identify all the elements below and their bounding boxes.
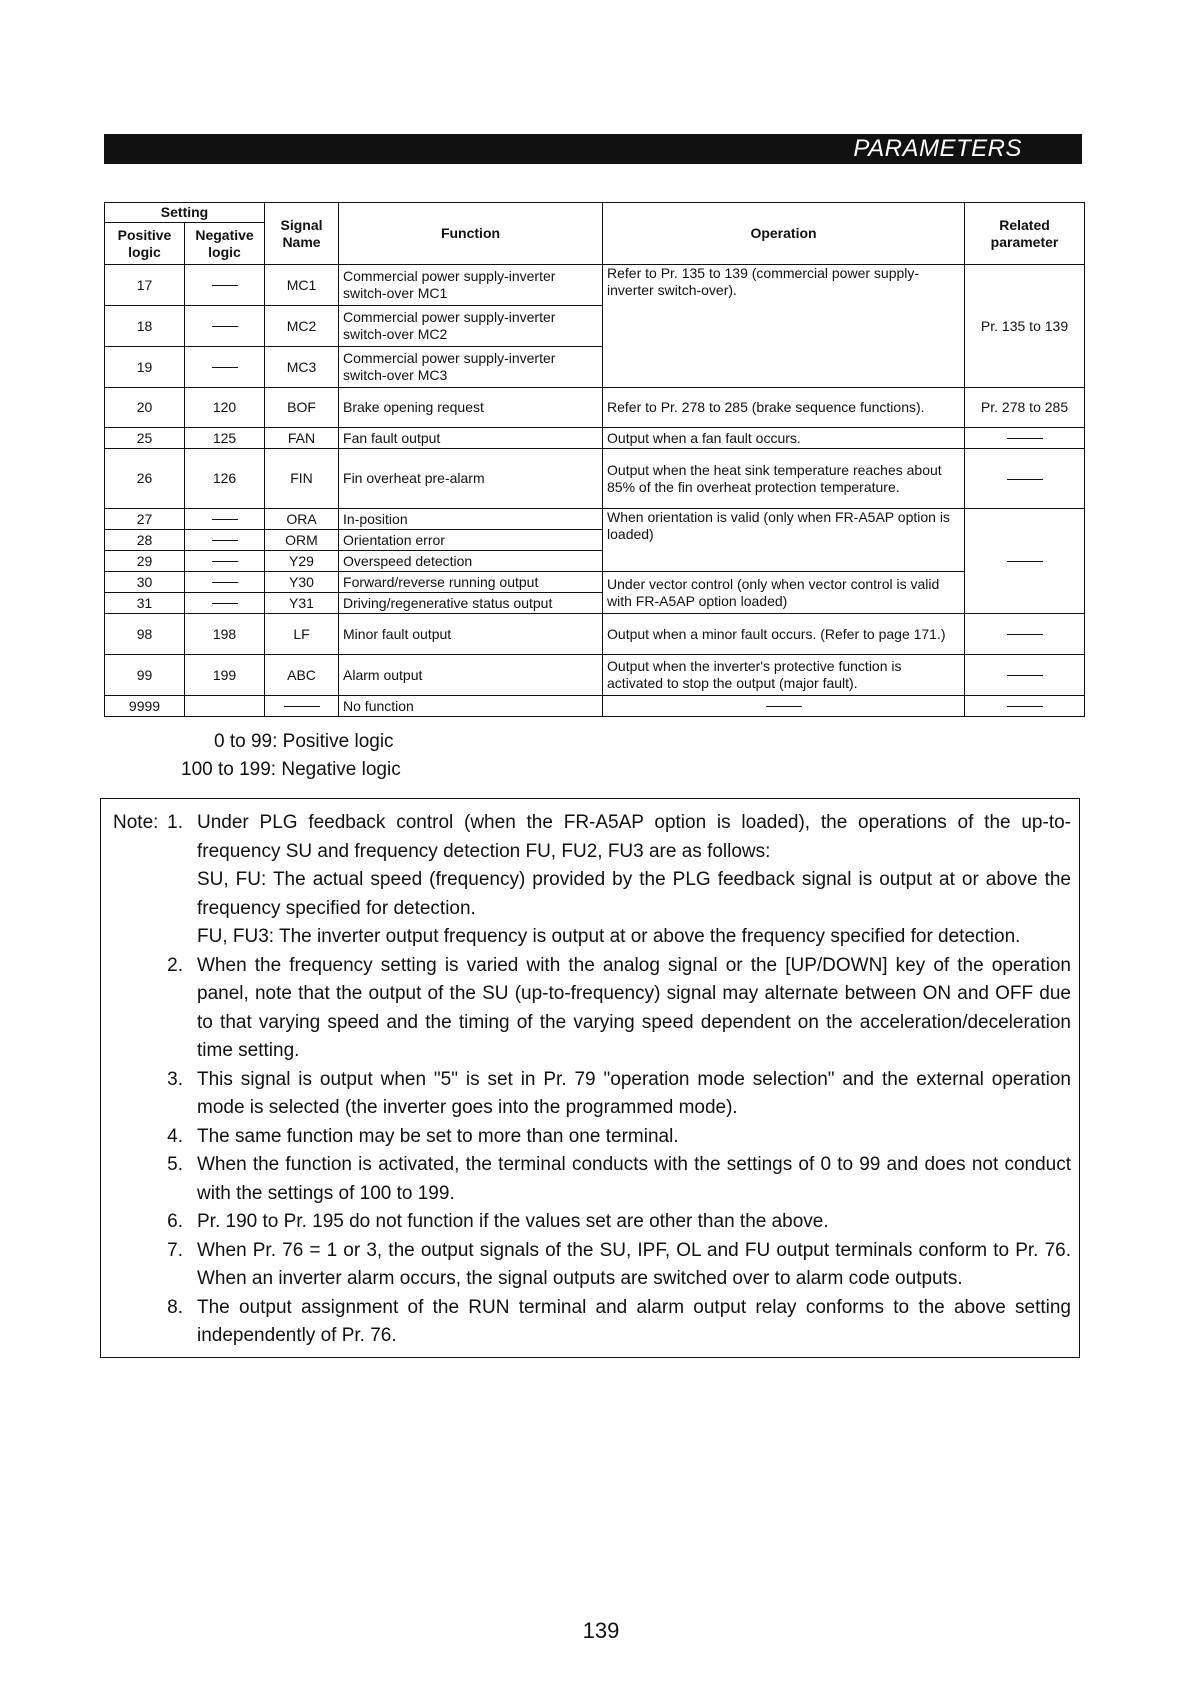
related-parameter-cell: [965, 655, 1085, 696]
signal-name-cell: ORA: [265, 509, 339, 530]
table-row: [105, 509, 1085, 530]
table-row: [105, 696, 1085, 717]
operation-cell: Refer to Pr. 278 to 285 (brake sequence functions).: [603, 388, 965, 428]
note-text: FU, FU3: The inverter output frequency is output at or above the frequency specified for detection.: [197, 926, 1021, 947]
related-parameter-cell: [965, 509, 1085, 614]
signal-name-cell: MC1: [265, 265, 339, 306]
table-row: [105, 655, 1085, 696]
signal-name-cell: FIN: [265, 449, 339, 509]
header-setting: Setting: [105, 203, 265, 223]
notes-box: [100, 798, 1080, 1358]
negative-logic-cell: 126: [185, 449, 265, 509]
note-text: When the function is activated, the terminal conducts with the settings of 0 to 99 and does not conduct with the settings of 100 to 199.: [197, 1154, 1071, 1204]
header-operation: Operation: [603, 203, 965, 265]
negative-logic-cell: [185, 509, 265, 530]
negative-logic-cell: [185, 306, 265, 347]
note-text: Under PLG feedback control (when the FR-A5AP option is loaded), the operations of the up-to-frequency SU and frequency detection FU, FU2, FU3 are as follows:: [197, 812, 1071, 862]
note-item: [101, 809, 1079, 952]
section-title: PARAMETERS: [853, 135, 1022, 162]
function-cell: Fan fault output: [339, 428, 603, 449]
table-row: [105, 428, 1085, 449]
negative-logic-cell: [185, 572, 265, 593]
table-row: [105, 388, 1085, 428]
signal-name-cell: Y30: [265, 572, 339, 593]
note-item: [101, 1123, 1079, 1152]
operation-cell: Output when the inverter's protective function is activated to stop the output (major fault).: [603, 655, 965, 696]
positive-logic-cell: 20: [105, 388, 185, 428]
note-item: [101, 1208, 1079, 1237]
signal-name-cell: [265, 696, 339, 717]
positive-logic-cell: 26: [105, 449, 185, 509]
note-number: 5.: [167, 1154, 183, 1175]
signal-name-cell: FAN: [265, 428, 339, 449]
positive-logic-cell: 25: [105, 428, 185, 449]
header-signal-name: Signal Name: [265, 203, 339, 265]
note-text: The same function may be set to more than one terminal.: [197, 1125, 679, 1147]
function-cell: Forward/reverse running output: [339, 572, 603, 593]
note-number: 2.: [167, 954, 183, 976]
related-parameter-cell: [965, 449, 1085, 509]
operation-cell: Under vector control (only when vector control is valid with FR-A5AP option loaded): [603, 572, 965, 614]
legend-negative-logic: 100 to 199: Negative logic: [181, 759, 401, 780]
function-cell: Orientation error: [339, 530, 603, 551]
related-parameter-cell: [965, 428, 1085, 449]
signal-name-cell: Y31: [265, 593, 339, 614]
note-text: This signal is output when "5" is set in Pr. 79 "operation mode selection" and the external operation mode is selected (the inverter goes into the programmed mode).: [197, 1068, 1071, 1118]
signal-name-cell: Y29: [265, 551, 339, 572]
note-number: 7.: [167, 1239, 183, 1261]
note-prefix: Note:: [113, 812, 159, 833]
table-row: [105, 265, 1085, 306]
note-item: [101, 1151, 1079, 1208]
signal-name-cell: BOF: [265, 388, 339, 428]
function-cell: Minor fault output: [339, 614, 603, 655]
signal-name-cell: MC2: [265, 306, 339, 347]
note-item: [101, 1066, 1079, 1123]
function-cell: Overspeed detection: [339, 551, 603, 572]
note-text: The output assignment of the RUN terminal and alarm output relay conforms to the above setting independently of Pr. 76.: [197, 1296, 1071, 1346]
positive-logic-cell: 31: [105, 593, 185, 614]
note-number: 8.: [167, 1296, 183, 1318]
positive-logic-cell: 29: [105, 551, 185, 572]
signal-name-cell: MC3: [265, 347, 339, 388]
note-item: [101, 952, 1079, 1066]
header-negative-logic: Negative logic: [185, 223, 265, 265]
note-number: 1.: [167, 812, 183, 833]
positive-logic-cell: 30: [105, 572, 185, 593]
function-cell: Brake opening request: [339, 388, 603, 428]
table-row: [105, 572, 1085, 593]
function-cell: In-position: [339, 509, 603, 530]
negative-logic-cell: 125: [185, 428, 265, 449]
related-parameter-cell: Pr. 135 to 139: [965, 265, 1085, 388]
positive-logic-cell: 28: [105, 530, 185, 551]
signal-name-cell: LF: [265, 614, 339, 655]
positive-logic-cell: 27: [105, 509, 185, 530]
negative-logic-cell: [185, 696, 265, 717]
header-function: Function: [339, 203, 603, 265]
negative-logic-cell: 198: [185, 614, 265, 655]
function-cell: Driving/regenerative status output: [339, 593, 603, 614]
note-item: [101, 1237, 1079, 1294]
operation-cell: [603, 696, 965, 717]
related-parameter-cell: [965, 696, 1085, 717]
related-parameter-cell: Pr. 278 to 285: [965, 388, 1085, 428]
note-text: When Pr. 76 = 1 or 3, the output signals of the SU, IPF, OL and FU output terminals conform to Pr. 76. When an inverter alarm occurs, the signal outputs are switched over to alarm code outputs.: [197, 1239, 1071, 1289]
function-cell: Alarm output: [339, 655, 603, 696]
negative-logic-cell: [185, 551, 265, 572]
header-positive-logic: Positive logic: [105, 223, 185, 265]
negative-logic-cell: 120: [185, 388, 265, 428]
negative-logic-cell: [185, 530, 265, 551]
negative-logic-cell: [185, 347, 265, 388]
negative-logic-cell: [185, 593, 265, 614]
section-header-bar: [104, 134, 1082, 164]
operation-cell: Output when the heat sink temperature reaches about 85% of the fin overheat protection temperature.: [603, 449, 965, 509]
negative-logic-cell: 199: [185, 655, 265, 696]
header-related-parameter: Related parameter: [965, 203, 1085, 265]
table-row: [105, 614, 1085, 655]
operation-cell: Output when a minor fault occurs. (Refer to page 171.): [603, 614, 965, 655]
function-cell: Fin overheat pre-alarm: [339, 449, 603, 509]
positive-logic-cell: 19: [105, 347, 185, 388]
signal-name-cell: ABC: [265, 655, 339, 696]
positive-logic-cell: 9999: [105, 696, 185, 717]
table-row: [105, 449, 1085, 509]
note-number: 3.: [167, 1068, 183, 1090]
positive-logic-cell: 17: [105, 265, 185, 306]
operation-cell: Output when a fan fault occurs.: [603, 428, 965, 449]
positive-logic-cell: 18: [105, 306, 185, 347]
output-terminal-function-table: [104, 202, 1085, 717]
positive-logic-cell: 99: [105, 655, 185, 696]
function-cell: Commercial power supply-inverter switch-over MC3: [339, 347, 603, 388]
note-number: 4.: [167, 1125, 183, 1147]
related-parameter-cell: [965, 614, 1085, 655]
function-cell: Commercial power supply-inverter switch-over MC2: [339, 306, 603, 347]
note-text: When the frequency setting is varied with the analog signal or the [UP/DOWN] key of the operation panel, note that the output of the SU (up-to-frequency) signal may alternate between ON and OFF due to that varying speed and the timing of the varying speed dependent on the acceleration/deceleration time setting.: [197, 954, 1071, 1061]
note-text: SU, FU: The actual speed (frequency) provided by the PLG feedback signal is output at or above the frequency specified for detection.: [197, 869, 1071, 919]
function-cell: Commercial power supply-inverter switch-over MC1: [339, 265, 603, 306]
signal-name-cell: ORM: [265, 530, 339, 551]
negative-logic-cell: [185, 265, 265, 306]
operation-cell: When orientation is valid (only when FR-A5AP option is loaded): [603, 509, 965, 572]
positive-logic-cell: 98: [105, 614, 185, 655]
note-text: Pr. 190 to Pr. 195 do not function if the values set are other than the above.: [197, 1211, 829, 1232]
legend-positive-logic: 0 to 99: Positive logic: [214, 731, 394, 752]
operation-cell: Refer to Pr. 135 to 139 (commercial power supply-inverter switch-over).: [603, 265, 965, 388]
page-number: 139: [582, 1618, 620, 1643]
note-item: [101, 1294, 1079, 1351]
function-cell: No function: [339, 696, 603, 717]
note-number: 6.: [167, 1211, 183, 1232]
